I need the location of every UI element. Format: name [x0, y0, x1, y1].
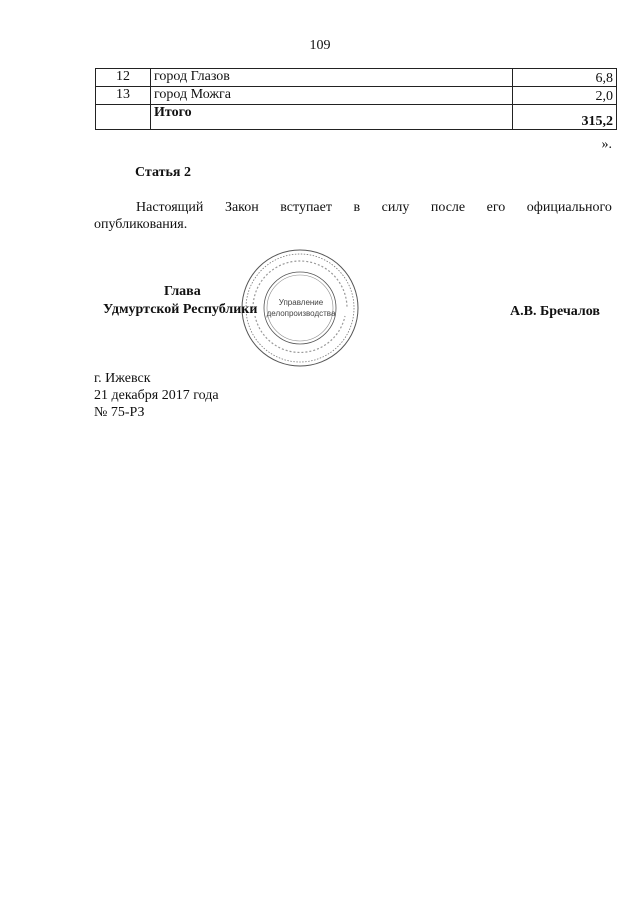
row-number: 12 — [96, 69, 151, 87]
total-number — [96, 105, 151, 130]
stamp-text-line1: Управление — [278, 298, 324, 307]
paragraph-second-line: опубликования. — [94, 217, 188, 232]
signatory-title-line2: Удмуртской Республики — [103, 302, 258, 317]
signatory-name: А.В. Бречалов — [510, 304, 600, 319]
total-value: 315,2 — [513, 105, 617, 130]
paragraph-word: в — [353, 200, 361, 215]
stamp-text-line2: делопроизводства — [266, 309, 336, 318]
closing-quote: ». — [601, 137, 612, 152]
date: 21 декабря 2017 года — [94, 388, 219, 403]
paragraph-word: силу — [381, 200, 410, 215]
city: г. Ижевск — [94, 371, 151, 386]
paragraph-first-line — [94, 199, 612, 216]
page-number: 109 — [309, 38, 331, 53]
place-date-block — [94, 370, 219, 421]
paragraph-word: Закон — [224, 200, 259, 215]
table-total-row — [96, 105, 617, 130]
paragraph-word: Настоящий — [136, 200, 204, 215]
total-label: Итого — [151, 105, 513, 130]
paragraph-word: после — [430, 200, 466, 215]
row-number: 13 — [96, 87, 151, 105]
law-number: № 75-РЗ — [94, 405, 145, 420]
paragraph-word: его — [486, 200, 506, 215]
table-row — [96, 87, 617, 105]
table-row — [96, 69, 617, 87]
row-name: город Можга — [151, 87, 513, 105]
paragraph-word: официального — [526, 200, 612, 215]
row-name: город Глазов — [151, 69, 513, 87]
row-value: 6,8 — [513, 69, 617, 87]
row-value: 2,0 — [513, 87, 617, 105]
paragraph-word: вступает — [280, 200, 332, 215]
article-heading: Статья 2 — [135, 165, 191, 180]
signatory-title-line1: Глава — [164, 284, 201, 299]
article-paragraph — [94, 199, 612, 233]
summary-table — [95, 68, 617, 130]
